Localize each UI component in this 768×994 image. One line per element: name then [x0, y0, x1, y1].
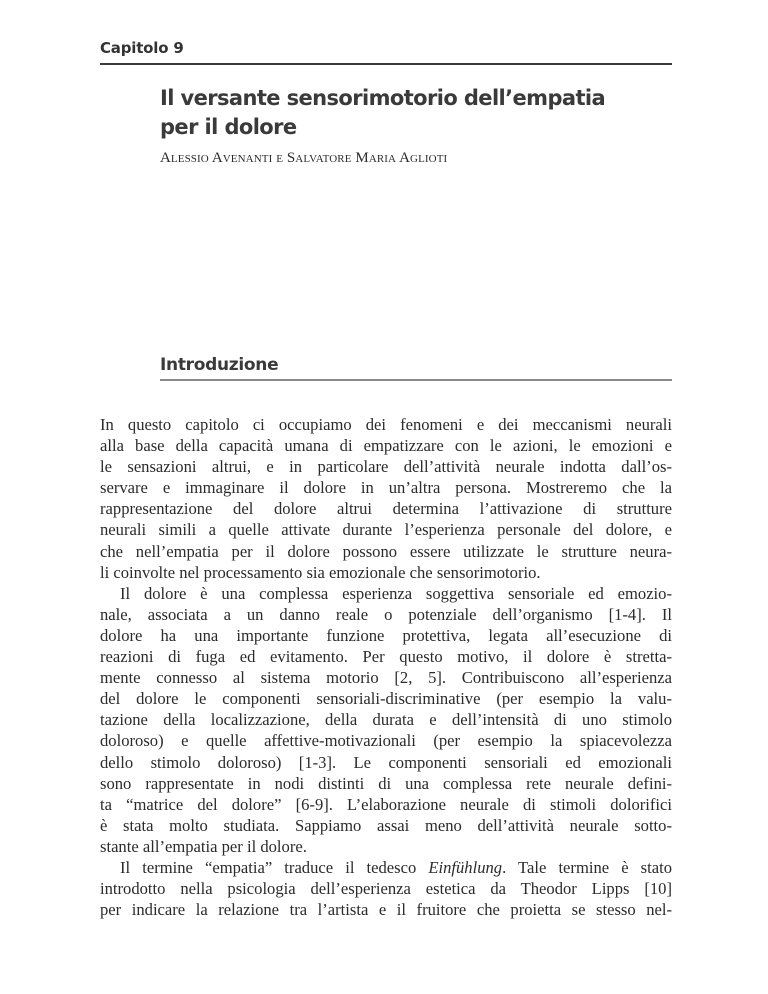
body-line: dello stimolo doloroso) [1-3]. Le componenti sensoriali ed emozionali [100, 752, 672, 772]
chapter-title-line-1: Il versante sensorimotorio dell’empatia [160, 86, 606, 110]
body-line: ta “matrice del dolore” [6-9]. L’elaborazione neurale di stimoli dolorifici [100, 794, 672, 814]
body-line: introdotto nella psicologia dell’esperienza estetica da Theodor Lipps [10] [100, 879, 672, 899]
chapter-header-rule [100, 63, 672, 65]
section-heading: Introduzione [160, 355, 279, 375]
body-line: dolore ha una importante funzione protettiva, legata all’esecuzione di [100, 625, 672, 645]
body-line: per indicare la relazione tra l’artista e il fruitore che proietta se stesso nel- [100, 900, 672, 920]
body-line: nale, associata a un danno reale o potenziale dell’organismo [1-4]. Il [100, 604, 672, 624]
italic-term: Einfühlung [428, 857, 503, 877]
body-line-end: . Tale termine è stato [502, 857, 672, 877]
body-line: li coinvolte nel processamento sia emozionale che sensorimotorio. [100, 562, 541, 582]
body-line: reazioni di fuga ed evitamento. Per questo motivo, il dolore è stretta- [100, 647, 672, 667]
body-line: servare e immaginare il dolore in un’altra persona. Mostreremo che la [100, 478, 672, 498]
chapter-title [160, 84, 672, 142]
body-line: stante all’empatia per il dolore. [100, 836, 307, 856]
body-line: neurali simili a quelle attivate durante l’esperienza personale del dolore, e [100, 520, 672, 540]
body-line: doloroso) e quelle affettive-motivazionali (per esempio la spiacevolezza [100, 731, 672, 751]
body-text [100, 414, 672, 920]
body-line: le sensazioni altrui, e in particolare dell’attività neurale indotta dall’os- [100, 457, 672, 477]
body-line-start: Il termine “empatia” traduce il tedesco [120, 857, 429, 877]
body-line: rappresentazione del dolore altrui determina l’attivazione di strutture [100, 499, 672, 519]
body-line: del dolore le componenti sensoriali-discriminative (per esempio la valu- [100, 689, 672, 709]
body-line: sono rappresentate in nodi distinti di una complessa rete neurale defini- [100, 773, 672, 793]
body-line: è stata molto studiata. Sappiamo assai meno dell’attività neurale sotto- [100, 815, 672, 835]
chapter-authors: Alessio Avenanti e Salvatore Maria Aglioti [160, 150, 448, 166]
body-line-with-italic [100, 857, 672, 878]
section-heading-rule [160, 379, 672, 381]
body-line: alla base della capacità umana di empatizzare con le azioni, le emozioni e [100, 436, 672, 456]
body-line: mente connesso al sistema motorio [2, 5]. Contribuiscono all’esperienza [100, 668, 672, 688]
body-line: Il dolore è una complessa esperienza soggettiva sensoriale ed emozio- [120, 583, 672, 603]
body-line: che nell’empatia per il dolore possono essere utilizzate le strutture neura- [100, 541, 672, 561]
body-line: tazione della localizzazione, della durata e dell’intensità di uno stimolo [100, 710, 672, 730]
body-line: In questo capitolo ci occupiamo dei fenomeni e dei meccanismi neurali [100, 415, 672, 434]
chapter-label: Capitolo 9 [100, 39, 184, 57]
chapter-title-line-2: per il dolore [160, 115, 297, 139]
